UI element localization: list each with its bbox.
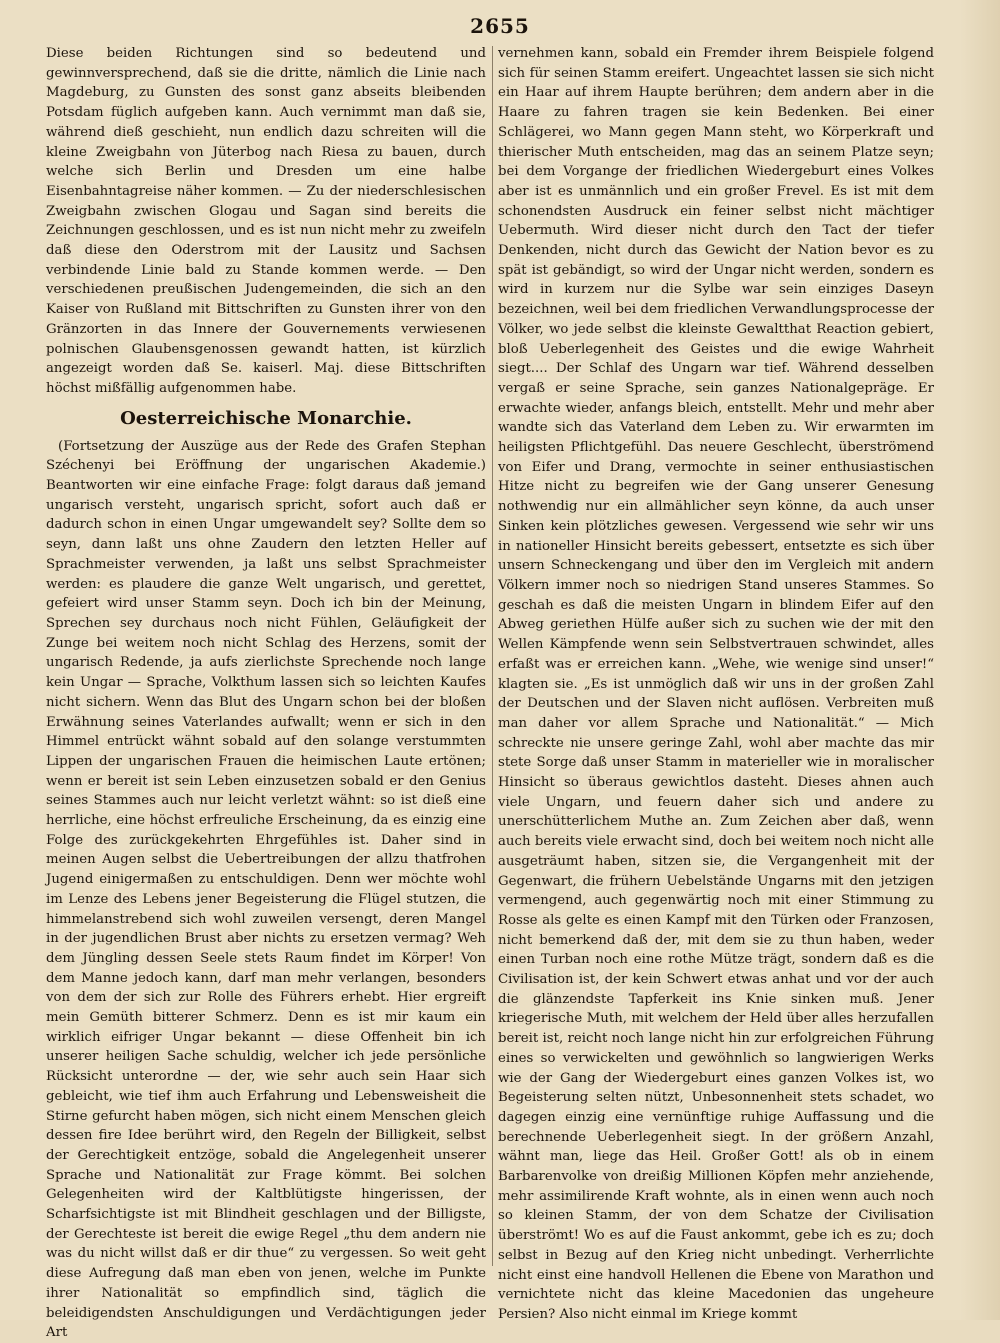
page-edge-shadow — [960, 0, 1000, 1320]
right-column — [498, 44, 934, 1322]
article-paragraph-prussia: Diese beiden Richtungen sind so bedeutend und gewinnversprechend, daß sie die dritte, nämlich die Linie nach Magdeburg, zu Gunsten des sonst ganz abseits bleibenden Potsdam füglich aufgeben kann. Auch vernimmt man daß sie, während dieß geschieht, nun endlich dazu schreiten will die kleine Zweigbahn von Jüterbog nach Riesa zu bauen, durch welche sich Berlin und Dresden um eine halbe Eisenbahntagreise näher kommen. — Zu der niederschlesischen Zweigbahn zwischen Glogau und Sagan sind bereits die Zeichnungen geschlossen, und es ist nun nicht mehr zu zweifeln daß diese den Oderstrom mit der Lausitz und Sachsen verbindende Linie bald zu Stande kommen werde. — Den verschiedenen preußischen Judengemeinden, die sich an den Kaiser von Rußland mit Bittschriften zu Gunsten ihrer von den Gränzorten in das Innere der Gouvernements verwiesenen polnischen Glaubensgenossen gewandt hatten, ist kürzlich angezeigt worden daß Se. kaiserl. Maj. diese Bittschriften höchst mißfällig aufgenommen habe. — [46, 46, 486, 396]
article-paragraph-continuation: vernehmen kann, sobald ein Fremder ihrem Beispiele folgend sich für seinen Stamm ereifert. Ungeachtet lassen sie sich nicht ein Haar auf ihrem Haupte berühren; dem andern aber in die Haare zu fahren tragen sie kein Bedenken. Bei einer Schlägerei, wo Mann gegen Mann steht, wo Körperkraft und thierischer Muth entscheiden, mag das an seinem Platze seyn; bei dem Vorgange der friedlichen Wiedergeburt eines Volkes aber ist es unmännlich und ein großer Frevel. Es ist mit dem schonendsten Ausdruck ein feiner selbst nicht mächtiger Uebermuth. Wird dieser nicht durch den Tact der tiefer Denkenden, nicht durch das Gewicht der Nation bevor es zu spät ist gebändigt, so wird der Ungar nicht werden, sondern es wird in kurzem nur die Sylbe war sein einziges Daseyn bezeichnen, weil bei dem friedlichen Verwandlungsprocesse der Völker, wo jede selbst die kleinste Gewaltthat Reaction gebiert, bloß Ueberlegenheit des Geistes und die ewige Wahrheit siegt.... Der Schlaf des Ungarn war tief. Während desselben vergaß er seine Sprache, sein ganzes Nationalgepräge. Er erwachte wieder, anfangs bleich, entstellt. Mehr und mehr aber wandte sich das Vaterland dem Leben zu. Wir erwarmten im heiligsten Pflichtgefühl. Das neuere Geschlecht, überströmend von Eifer und Drang, vermochte in seiner enthusiastischen Hitze nicht zu begreifen wie der Gang unserer Genesung nothwendig nur ein allmählicher seyn könne, da auch unser Sinken kein plötzliches gewesen. Vergessend wie sehr wir uns in nationeller Hinsicht bereits gebessert, entsetzte es sich über unsern Schneckengang und über den im Vergleich mit andern Völkern immer noch so niedrigen Stand unseres Stammes. So geschah es daß die meisten Ungarn in blindem Eifer auf den Abweg geriethen Hülfe außer sich zu suchen wie der mit den Wellen Kämpfende wenn sein Selbstvertrauen schwindet, alles erfaßt was er erreichen kann. „Wehe, wie wenige sind unser!“ klagten sie. „Es ist unmöglich daß wir uns in der großen Zahl der Deutschen und der Slaven nicht auflösen. Verbreiten muß man daher vor allem Sprache und Nationalität.“ — Mich schreckte nie unsere geringe Zahl, wohl aber machte das mir stete Sorge daß unser Stamm in materieller wie in moralischer Hinsicht so überaus gewichtlos dasteht. Dieses ahnen auch viele Ungarn, und feuern daher sich und andere zu unerschütterlichem Muthe an. Zum Zeichen aber daß, wenn auch bereits viele erwacht sind, doch bei weitem noch nicht alle ausgeträumt haben, sitzen sie, die Vergangenheit mit der Gegenwart, die frühern Uebelstände Ungarns mit den jetzigen vermengend, auch gegenwärtig noch mit einer Stimmung zu Rosse als gelte es einen Kampf mit den Türken oder Franzosen, nicht bemerkend daß der, mit dem sie zu thun haben, weder einen Turban noch eine rothe Mütze trägt, sondern daß es die Civilisation ist, der kein Schwert etwas anhat und vor der auch die glänzendste Tapferkeit ins Knie sinken muß. Jener kriegerische Muth, mit welchem der Held über alles herzufallen bereit ist, reicht noch lange nicht hin zur erfolgreichen Führung eines so verwickelten und gewöhnlich so langwierigen Werks wie der Gang der Wiedergeburt eines ganzen Volkes ist, wo Begeisterung selten nützt, Unbesonnenheit stets schadet, wo dagegen einzig eine vernünftige ruhige Auffassung und die berechnende Ueberlegenheit siegt. In der größern Anzahl, wähnt man, liege das Heil. Großer Gott! als ob in einem Barbarenvolke von dreißig Millionen Köpfen mehr anziehende, mehr assimilirende Kraft wohnte, als in einen wenn auch noch so kleinen Stamm, der von dem Schatze der Civilisation überströmt! Wo es auf die Faust ankommt, gebe ich es zu; doch selbst in Bezug auf den Krieg nicht unbedingt. Verherrlichte nicht einst eine handvoll Hellenen die Ebene von Marathon und vernichtete nicht das kleine Macedonien das ungeheure Persien? Also nicht einmal im Kriege kommt — [498, 46, 934, 1322]
left-column — [46, 44, 486, 1341]
article-paragraph-szechenyi-speech: (Fortsetzung der Auszüge aus der Rede des Grafen Stephan Széchenyi bei Eröffnung der ungarischen Akademie.) Beantworten wir eine einfache Frage: folgt daraus daß jemand ungarisch versteht, ungarisch spricht, sofort auch daß er dadurch schon in einen Ungar umgewandelt sey? Sollte dem so seyn, dann laßt uns ohne Zaudern den letzten Heller auf Sprachmeister verwenden, ja laßt uns selbst Sprachmeister werden: es plaudere die ganze Welt ungarisch, und gerettet, gefeiert wird unser Stamm seyn. Doch ich bin der Meinung, Sprechen sey durchaus noch nicht Fühlen, Geläufigkeit der Zunge bei weitem noch nicht Schlag des Herzens, somit der ungarisch Redende, ja aufs zierlichste Sprechende noch lange kein Ungar — Sprache, Volkthum lassen sich so leichten Kaufes nicht sichern. Wenn das Blut des Ungarn schon bei der bloßen Erwähnung seines Vaterlandes aufwallt; wenn er sich in den Himmel entrückt wähnt sobald auf den solange verstummten Lippen der ungarischen Frauen die heimischen Laute ertönen; wenn er bereit ist sein Leben einzusetzen sobald er den Genius seines Stammes auch nur leicht verletzt wähnt: so ist dieß eine herrliche, eine höchst erfreuliche Erscheinung, da es einzig eine Folge des zurückgekehrten Ehrgefühles ist. Daher sind in meinen Augen selbst die Uebertreibungen der allzu thatfrohen Jugend einigermaßen zu entschuldigen. Denn wer möchte wohl im Lenze des Lebens jener Begeisterung die Flügel stutzen, die himmelanstrebend sich wohl zuweilen versengt, deren Mangel in der jugendlichen Brust aber nichts zu ersetzen vermag? Weh dem Jüngling dessen Seele stets Raum findet im Körper! Von dem Manne jedoch kann, darf man mehr verlangen, besonders von dem der sich zur Rolle des Führers erhebt. Hier ergreift mein Gemüth bitterer Schmerz. Denn es ist mir kaum ein wirklich eifriger Ungar bekannt — diese Offenheit bin ich unserer heiligen Sache schuldig, welcher ich jede persönliche Rücksicht unterordne — der, wie sehr auch sein Haar sich gebleicht, wie tief ihm auch Erfahrung und Lebensweisheit die Stirne gefurcht haben mögen, sich nicht einem Menschen gleich dessen fire Idee berührt wird, den Regeln der Billigkeit, selbst der Gerechtigkeit entzöge, sobald die Angelegenheit unserer Sprache und Nationalität zur Frage kömmt. Bei solchen Gelegenheiten wird der Kaltblütigste hingerissen, der Scharfsichtigste ist mit Blindheit geschlagen und der Billigste, der Gerechteste ist bereit die ewige Regel „thu dem andern nie was du nicht willst daß er dir thue“ zu vergessen. So weit geht diese Aufregung daß man eben von jenen, welche im Punkte ihrer Nationalität so empfindlich sind, täglich die beleidigendsten Anschuldigungen und Verdächtigungen jeder Art — [46, 438, 486, 1341]
column-divider — [492, 46, 493, 1266]
section-heading-austria: Oesterreichische Monarchie. — [120, 407, 412, 429]
page-number: 2655 — [470, 14, 530, 38]
